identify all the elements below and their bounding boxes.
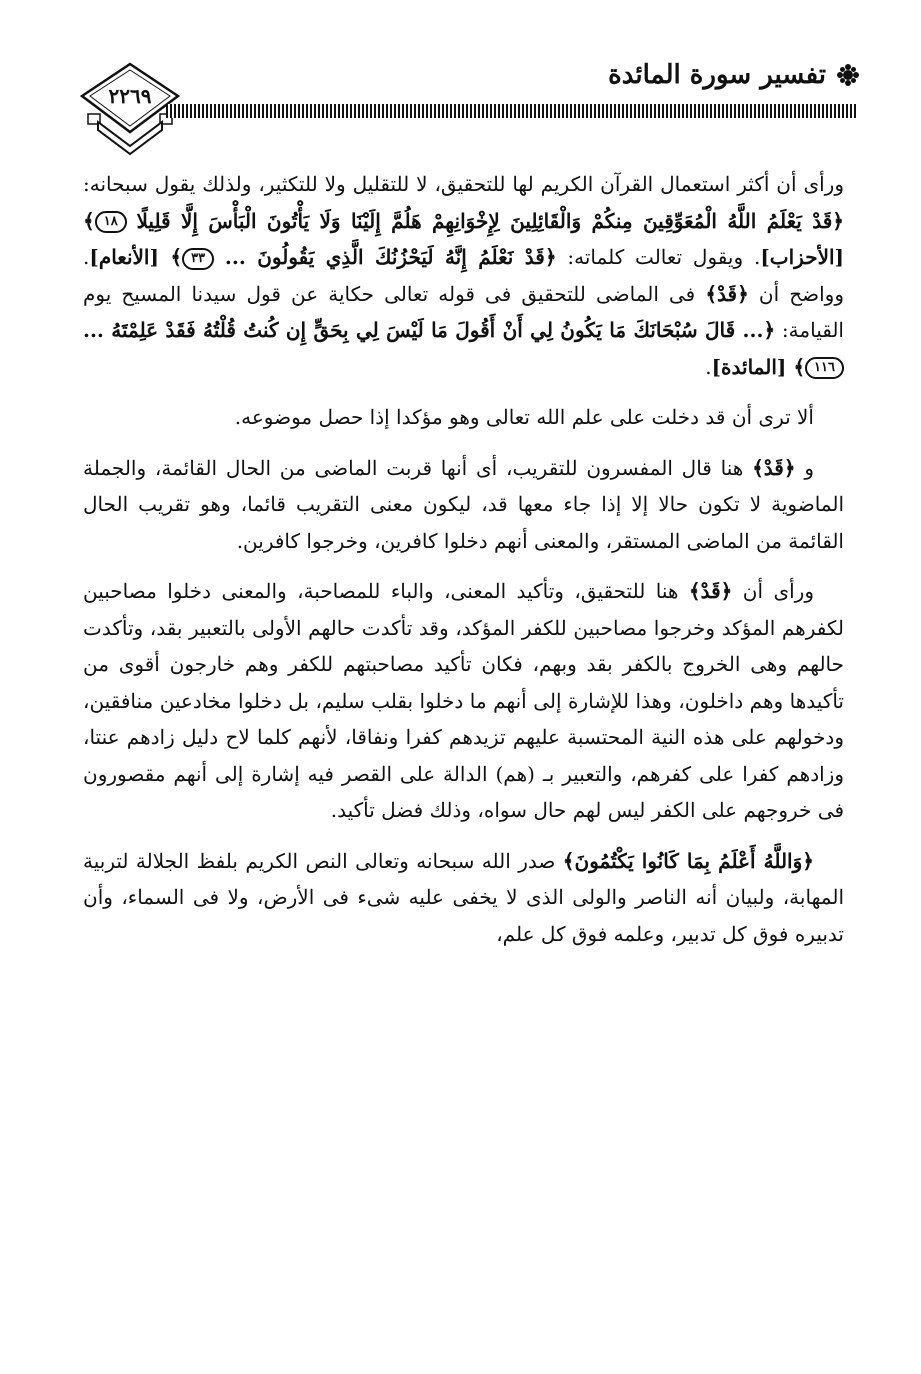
paragraph-5 <box>83 843 844 953</box>
surah-reference: [المائدة] <box>711 354 794 379</box>
flower-ornament-icon <box>836 63 860 87</box>
body-text <box>83 166 844 966</box>
paragraph-3 <box>83 450 844 560</box>
ayah-number-marker: ١٨ <box>95 211 127 233</box>
text-segment: ورأى أن أكثر استعمال القرآن الكريم لها للتحقيق، لا للتقليل ولا للتكثير، ولذلك يقول سبحانه: <box>83 172 844 196</box>
text-segment: . <box>705 354 712 379</box>
text-segment: . ويقول تعالت كلماته: <box>556 245 761 269</box>
paragraph-1 <box>83 166 844 385</box>
text-segment: . وواضح أن <box>83 245 844 306</box>
surah-reference: [الأنعام] <box>89 245 171 269</box>
ayah-number-marker: ١١٦ <box>805 357 844 379</box>
text-segment: هنا قال المفسرون للتقريب، أى أنها قربت الماضى من الحال القائمة، والجملة الماضوية لا تكون حالا إلا إذا جاء معها قد، ليكون معنى التقريب قائما، وهو تقريب الحال القائمة من الماضى المستقر، والمعنى أنهم دخلوا كافرين، وخرجوا كافرين. <box>83 455 845 553</box>
quran-quote: ﴿قَدْ نَعْلَمُ إِنَّهُ لَيَحْزُنُكَ الَّذِي يَقُولُونَ ... <box>224 245 557 269</box>
paragraph-4 <box>83 573 844 829</box>
header-title-block <box>608 60 860 90</box>
surah-reference: [الأحزاب] <box>760 245 844 269</box>
text-segment: هنا للتحقيق، وتأكيد المعنى، والباء للمصاحبة، والمعنى دخلوا مصاحبين لكفرهم المؤكد وخرجوا مصاحبين للكفر المؤكد، وقد تأكدت حالهم الأولى بالتعبير بقد، وتأكدت حالهم وهى الخروج بالكفر بقد وبهم، فكان تأكيد مصاحبتهم للكفر وهم خارجون أقوى من تأكيدها وهم داخلون، وهذا للإشارة إلى أنهم ما دخلوا بقلب سليم، بل دخلوا مخادعين منافقين، ودخولهم على هذه النية المحتسبة عليهم تزيدهم كفرا ونفاقا، لأنهم كلما لاح دليل زادهم عنتا، وزادهم كفرا على كفرهم، والتعبير بـ (هم) الدالة على القصر فيه إشارة إلى أنهم مقصورون فى خروجهم على الكفر ليس لهم حال سواه، وذلك فضل تأكيد. <box>83 579 844 822</box>
quran-bracket: ﴾ <box>170 245 183 269</box>
page-title: تفسير سورة المائدة <box>608 60 826 90</box>
quran-quote: ﴿قَدْ﴾ <box>705 281 749 306</box>
text-segment: فى الماضى للتحقيق فى قوله تعالى حكاية عن قول سيدنا المسيح يوم القيامة: <box>83 281 844 342</box>
ayah-number-marker: ٣٣ <box>182 248 214 270</box>
page-number: ٢٢٦٩ <box>108 84 152 108</box>
text-segment: ورأى أن <box>732 579 814 603</box>
quran-quote: ﴿قَدْ يَعْلَمُ اللَّهُ الْمُعَوِّقِينَ مِنكُمْ وَالْقَائِلِينَ لِإِخْوَانِهِمْ هَلُمَّ إِلَيْنَا وَلَا يَأْتُونَ الْبَأْسَ إِلَّا قَلِيلًا <box>136 208 845 233</box>
text-segment: و <box>795 455 815 480</box>
header-rule <box>166 104 858 118</box>
quran-quote: ﴿قَدْ﴾ <box>688 579 733 603</box>
quran-bracket: ﴾ <box>793 354 806 379</box>
quran-quote: ﴿قَدْ﴾ <box>752 455 796 480</box>
text-segment: صدر الله سبحانه وتعالى النص الكريم بلفظ الجلالة لتربية المهابة، ولبيان أنه الناصر والولى الذى لا يخفى عليه شىء فى الأرض، ولا فى السماء، وأن تدبيره فوق كل تدبير، وعلمه فوق كل علم، <box>83 848 844 946</box>
quran-bracket: ﴾ <box>83 208 95 233</box>
page-header <box>80 52 860 152</box>
quran-quote: ﴿... قَالَ سُبْحَانَكَ مَا يَكُونُ لِي أَنْ أَقُولَ مَا لَيْسَ لِي بِحَقٍّ إِن كُنتُ قُلْتُهُ فَقَدْ عَلِمْتَهُ ... <box>83 318 776 342</box>
page-number-badge <box>80 60 190 180</box>
paragraph-2: ألا ترى أن قد دخلت على علم الله تعالى وهو مؤكدا إذا حصل موضوعه. <box>234 405 814 429</box>
diamond-page-badge-icon <box>80 60 190 180</box>
quran-quote: ﴿وَاللَّهُ أَعْلَمُ بِمَا كَانُوا يَكْتُمُونَ﴾ <box>562 848 814 873</box>
